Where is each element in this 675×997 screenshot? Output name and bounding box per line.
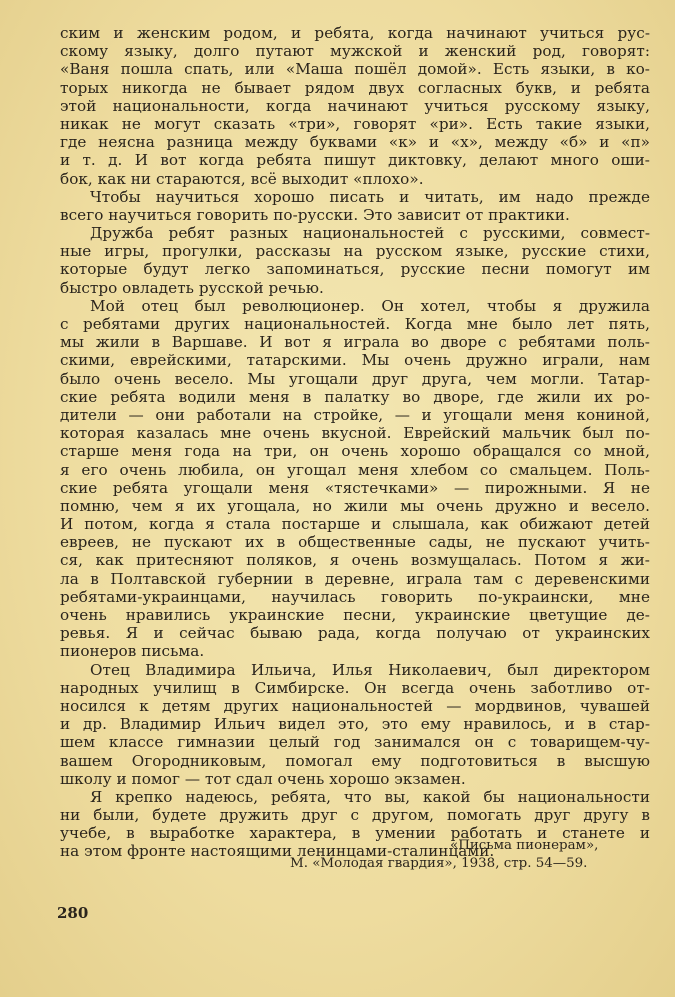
text-line: пионеров письма. xyxy=(60,642,205,661)
paragraph xyxy=(60,661,650,788)
text-line: ные игры, прогулки, рассказы на русском языке, русские стихи, xyxy=(60,242,650,261)
text-line: на этом фронте настоящими ленинцами-сталинцами. xyxy=(60,842,495,861)
text-line: с ребятами других национальностей. Когда мне было лет пять, xyxy=(60,315,650,333)
text-line: и т. д. И вот когда ребята пишут диктовку, делают много оши- xyxy=(60,151,650,170)
source-title: «Письма пионерам», xyxy=(450,838,599,853)
text-line: носился к детям других национальностей — мордвинов, чувашей xyxy=(60,696,650,715)
text-line: школу и помог — тот сдал очень хорошо экзамен. xyxy=(60,769,466,788)
source-publisher: М. «Молодая гвардия», 1938, стр. 54—59. xyxy=(290,856,588,871)
text-line: очень нравились украинские песни, украинские цветущие де- xyxy=(60,606,650,624)
text-line: никак не могут сказать «три», говорят «ри». Есть такие языки, xyxy=(60,114,650,133)
text-line: Мой отец был революционер. Он хотел, чтобы я дружила xyxy=(90,296,650,315)
text-line: шем классе гимназии целый год занимался он с товарищем-чу- xyxy=(60,733,650,752)
text-line: ся, как притесняют поляков, я очень возмущалась. Потом я жи- xyxy=(60,551,650,570)
text-line: я его очень любила, он угощал меня хлебом со смальцем. Поль- xyxy=(60,460,650,479)
text-line: было очень весело. Мы угощали друг друга, чем могли. Татар- xyxy=(60,369,650,388)
text-line: торых никогда не бывает рядом двух согласных букв, и ребята xyxy=(60,78,650,97)
paragraph xyxy=(60,24,650,188)
text-line: где неясна разница между буквами «к» и «х», между «б» и «п» xyxy=(60,133,650,152)
text-line: которая казалась мне очень вкусной. Еврейский мальчик был по- xyxy=(60,424,650,443)
paragraph xyxy=(60,188,650,224)
text-line: ребятами-украинцами, научилась говорить по-украински, мне xyxy=(60,587,650,606)
source-citation xyxy=(290,837,665,873)
text-line: Отец Владимира Ильича, Илья Николаевич, был директором xyxy=(90,660,650,679)
text-line: быстро овладеть русской речью. xyxy=(60,278,324,297)
text-line: дители — они работали на стройке, — и угощали меня кониной, xyxy=(60,405,650,424)
text-line: ни были, будете дружить друг с другом, помогать друг другу в xyxy=(60,806,650,825)
text-line: скому языку, долго путают мужской и женский род, говорят: xyxy=(60,42,650,61)
text-line: старше меня года на три, он очень хорошо обращался со мной, xyxy=(60,442,650,461)
text-line: вашем Огородниковым, помогал ему подготовиться в высшую xyxy=(60,751,650,770)
text-line: помню, чем я их угощала, но жили мы очень дружно и весело. xyxy=(60,496,650,515)
text-line: Дружба ребят разных национальностей с русскими, совмест- xyxy=(90,224,650,243)
text-line: которые будут легко запоминаться, русские песни помогут им xyxy=(60,260,650,279)
text-line: ские ребята угощали меня «тястечками» — пирожными. Я не xyxy=(60,478,650,497)
text-line: этой национальности, когда начинают учиться русскому языку, xyxy=(60,96,650,115)
text-line: всего научиться говорить по-русски. Это зависит от практики. xyxy=(60,205,570,224)
text-line: и др. Владимир Ильич видел это, это ему нравилось, и в стар- xyxy=(60,715,650,734)
page-number: 280 xyxy=(57,904,89,922)
text-line: ским и женским родом, и ребята, когда начинают учиться рус- xyxy=(60,24,650,42)
text-line: «Ваня пошла спать, или «Маша пошёл домой». Есть языки, в ко- xyxy=(60,60,650,79)
text-line: бок, как ни стараются, всё выходит «плохо». xyxy=(60,169,424,188)
text-line: народных училищ в Симбирске. Он всегда очень заботливо от- xyxy=(60,678,650,697)
text-line: Я крепко надеюсь, ребята, что вы, какой бы национальности xyxy=(90,787,650,806)
paragraph xyxy=(60,297,650,661)
paragraph xyxy=(60,224,650,297)
text-line: скими, еврейскими, татарскими. Мы очень дружно играли, нам xyxy=(60,351,650,370)
page-body xyxy=(60,24,650,861)
text-line: учебе, в выработке характера, в умении работать и станете и xyxy=(60,824,650,843)
text-line: ла в Полтавской губернии в деревне, играла там с деревенскими xyxy=(60,569,650,588)
text-line: ские ребята водили меня в палатку во дворе, где жили их ро- xyxy=(60,387,650,406)
text-line: Чтобы научиться хорошо писать и читать, им надо прежде xyxy=(90,187,650,206)
text-line: мы жили в Варшаве. И вот я играла во дворе с ребятами поль- xyxy=(60,333,650,352)
text-line: ревья. Я и сейчас бываю рада, когда получаю от украинских xyxy=(60,624,650,643)
text-line: И потом, когда я стала постарше и слышала, как обижают детей xyxy=(60,515,650,534)
text-line: евреев, не пускают их в общественные сады, не пускают учить- xyxy=(60,533,650,552)
